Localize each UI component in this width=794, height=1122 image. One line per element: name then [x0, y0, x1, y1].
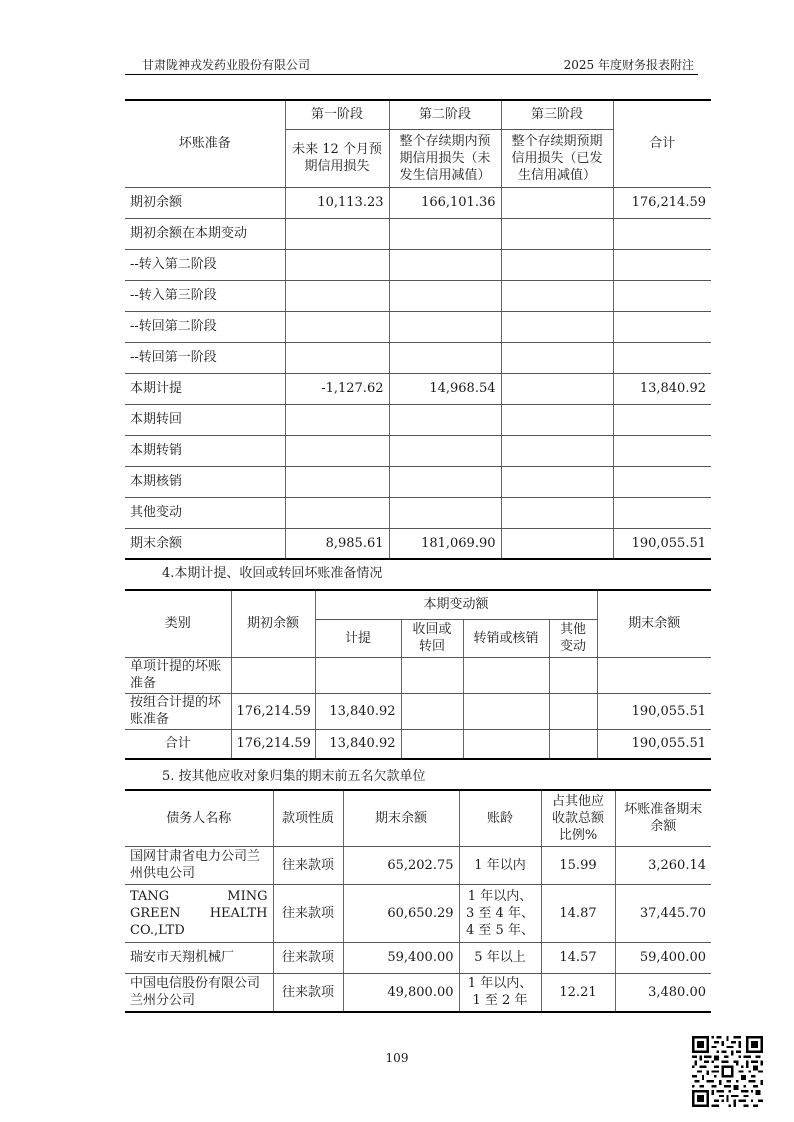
header-category: 类别 [125, 590, 231, 657]
stage-3-value [501, 528, 613, 559]
row-label: 期初余额 [125, 187, 285, 218]
nature-value: 往来款项 [273, 942, 343, 973]
header-divider [125, 74, 698, 75]
closing-value: 190,055.51 [597, 729, 711, 759]
stage-2-value [389, 466, 501, 497]
ratio-value: 15.99 [541, 846, 615, 884]
opening-value: 176,214.59 [231, 729, 315, 759]
total-value: 176,214.59 [613, 187, 711, 218]
table-row [125, 729, 711, 759]
recovery-value [401, 693, 463, 729]
table-row [125, 187, 711, 218]
page-number: 109 [385, 1051, 409, 1065]
provision-value: 37,445.70 [615, 884, 711, 942]
table-row [125, 249, 711, 280]
table-header-row [125, 100, 711, 129]
header-bad-debt: 坏账准备 [125, 100, 285, 187]
ratio-value: 14.57 [541, 942, 615, 973]
debtor-name: 瑞安市天翔机械厂 [125, 942, 273, 973]
stage-1-value [285, 435, 389, 466]
stage-1-value [285, 342, 389, 373]
row-label: 本期计提 [125, 373, 285, 404]
row-label: 本期转销 [125, 435, 285, 466]
closing-value [597, 657, 711, 693]
stage-1-value: 8,985.61 [285, 528, 389, 559]
table-row [125, 528, 711, 559]
provision-change-table [125, 589, 711, 760]
header-stage-2: 第二阶段 [389, 100, 501, 129]
table-row [125, 942, 711, 973]
total-value [613, 280, 711, 311]
opening-value: 176,214.59 [231, 693, 315, 729]
stage-3-value [501, 187, 613, 218]
closing-value: 190,055.51 [597, 693, 711, 729]
row-label: 期初余额在本期变动 [125, 218, 285, 249]
stage-1-value [285, 311, 389, 342]
closing-value: 59,400.00 [343, 942, 459, 973]
table-row [125, 218, 711, 249]
stage-3-value [501, 404, 613, 435]
table-row [125, 342, 711, 373]
ratio-value: 12.21 [541, 973, 615, 1012]
stage-3-value [501, 342, 613, 373]
table-header-row [125, 790, 711, 846]
stage-2-value: 166,101.36 [389, 187, 501, 218]
total-value: 13,840.92 [613, 373, 711, 404]
provision-value: 3,260.14 [615, 846, 711, 884]
header-opening: 期初余额 [231, 590, 315, 657]
stage-1-value: 10,113.23 [285, 187, 389, 218]
debtor-name: 中国电信股份有限公司兰州分公司 [125, 973, 273, 1012]
aging-value: 1 年以内 [459, 846, 541, 884]
total-value [613, 466, 711, 497]
total-value: 190,055.51 [613, 528, 711, 559]
header-ratio: 占其他应收款总额比例% [541, 790, 615, 846]
header-stage-1-desc: 未来 12 个月预期信用损失 [285, 129, 389, 187]
closing-value: 60,650.29 [343, 884, 459, 942]
total-value [613, 249, 711, 280]
header-closing: 期末余额 [343, 790, 459, 846]
table-row [125, 846, 711, 884]
header-total: 合计 [613, 100, 711, 187]
section-4-title: 4.本期计提、收回或转回坏账准备情况 [162, 566, 383, 581]
total-value [613, 435, 711, 466]
debtor-name: 国网甘肃省电力公司兰州供电公司 [125, 846, 273, 884]
table-row [125, 973, 711, 1012]
stage-1-value: -1,127.62 [285, 373, 389, 404]
stage-1-value [285, 497, 389, 528]
table-row [125, 404, 711, 435]
total-value [613, 497, 711, 528]
stage-3-value [501, 280, 613, 311]
nature-value: 往来款项 [273, 973, 343, 1012]
aging-value: 1 年以内、3 至 4 年、4 至 5 年、 [459, 884, 541, 942]
nature-value: 往来款项 [273, 846, 343, 884]
stage-1-value [285, 466, 389, 497]
table-row [125, 693, 711, 729]
writeoff-value [463, 729, 549, 759]
opening-value [231, 657, 315, 693]
row-label: 其他变动 [125, 497, 285, 528]
stage-2-value: 181,069.90 [389, 528, 501, 559]
row-label: 合计 [125, 729, 231, 759]
stage-2-value: 14,968.54 [389, 373, 501, 404]
table-row [125, 497, 711, 528]
stage-1-value [285, 280, 389, 311]
header-provision: 计提 [315, 619, 401, 657]
header-period-change: 本期变动额 [315, 590, 597, 619]
stage-1-value [285, 218, 389, 249]
header-provision: 坏账准备期末余额 [615, 790, 711, 846]
recovery-value [401, 657, 463, 693]
provision-value: 59,400.00 [615, 942, 711, 973]
stage-3-value [501, 249, 613, 280]
stage-3-value [501, 497, 613, 528]
stage-2-value [389, 218, 501, 249]
total-value [613, 342, 711, 373]
row-label: 按组合计提的坏账准备 [125, 693, 231, 729]
row-label: 本期核销 [125, 466, 285, 497]
stage-3-value [501, 435, 613, 466]
header-stage-1: 第一阶段 [285, 100, 389, 129]
provision-value: 3,480.00 [615, 973, 711, 1012]
header-stage-3-desc: 整个存续期预期信用损失（已发生信用减值） [501, 129, 613, 187]
stage-3-value [501, 311, 613, 342]
provision-value: 13,840.92 [315, 729, 401, 759]
stage-2-value [389, 311, 501, 342]
recovery-value [401, 729, 463, 759]
header-other-change: 其他变动 [549, 619, 597, 657]
debtor-name: TANG MING GREEN HEALTH CO.,LTD [125, 884, 273, 942]
header-writeoff: 转销或核销 [463, 619, 549, 657]
stage-2-value [389, 280, 501, 311]
stage-3-value [501, 373, 613, 404]
total-value [613, 404, 711, 435]
row-label: --转入第三阶段 [125, 280, 285, 311]
header-closing: 期末余额 [597, 590, 711, 657]
table-row [125, 884, 711, 942]
nature-value: 往来款项 [273, 884, 343, 942]
stage-1-value [285, 249, 389, 280]
other-change-value [549, 693, 597, 729]
bad-debt-stage-table [125, 99, 711, 560]
table-row [125, 435, 711, 466]
header-stage-3: 第三阶段 [501, 100, 613, 129]
table-row [125, 373, 711, 404]
table-row [125, 280, 711, 311]
writeoff-value [463, 693, 549, 729]
row-label: 期末余额 [125, 528, 285, 559]
table-row [125, 311, 711, 342]
total-value [613, 218, 711, 249]
provision-value [315, 657, 401, 693]
stage-2-value [389, 497, 501, 528]
stage-2-value [389, 435, 501, 466]
stage-3-value [501, 218, 613, 249]
header-nature: 款项性质 [273, 790, 343, 846]
header-debtor: 债务人名称 [125, 790, 273, 846]
header-aging: 账龄 [459, 790, 541, 846]
stage-1-value [285, 404, 389, 435]
row-label: --转回第二阶段 [125, 311, 285, 342]
writeoff-value [463, 657, 549, 693]
stage-3-value [501, 466, 613, 497]
stage-2-value [389, 249, 501, 280]
aging-value: 1 年以内、1 至 2 年 [459, 973, 541, 1012]
section-5-title: 5. 按其他应收对象归集的期末前五名欠款单位 [162, 769, 426, 784]
top-debtors-table [125, 789, 711, 1013]
row-label: 单项计提的坏账准备 [125, 657, 231, 693]
company-name: 甘肃陇神戎发药业股份有限公司 [142, 58, 311, 72]
total-value [613, 311, 711, 342]
other-change-value [549, 657, 597, 693]
closing-value: 49,800.00 [343, 973, 459, 1012]
row-label: --转入第二阶段 [125, 249, 285, 280]
stage-2-value [389, 404, 501, 435]
provision-value: 13,840.92 [315, 693, 401, 729]
aging-value: 5 年以上 [459, 942, 541, 973]
report-title: 2025 年度财务报表附注 [563, 58, 694, 72]
table-row [125, 466, 711, 497]
row-label: 本期转回 [125, 404, 285, 435]
closing-value: 65,202.75 [343, 846, 459, 884]
ratio-value: 14.87 [541, 884, 615, 942]
header-stage-2-desc: 整个存续期内预期信用损失（未发生信用减值） [389, 129, 501, 187]
table-row [125, 657, 711, 693]
qr-code-icon [692, 1036, 763, 1107]
stage-2-value [389, 342, 501, 373]
other-change-value [549, 729, 597, 759]
table-header-row [125, 590, 711, 619]
row-label: --转回第一阶段 [125, 342, 285, 373]
header-recovery: 收回或转回 [401, 619, 463, 657]
